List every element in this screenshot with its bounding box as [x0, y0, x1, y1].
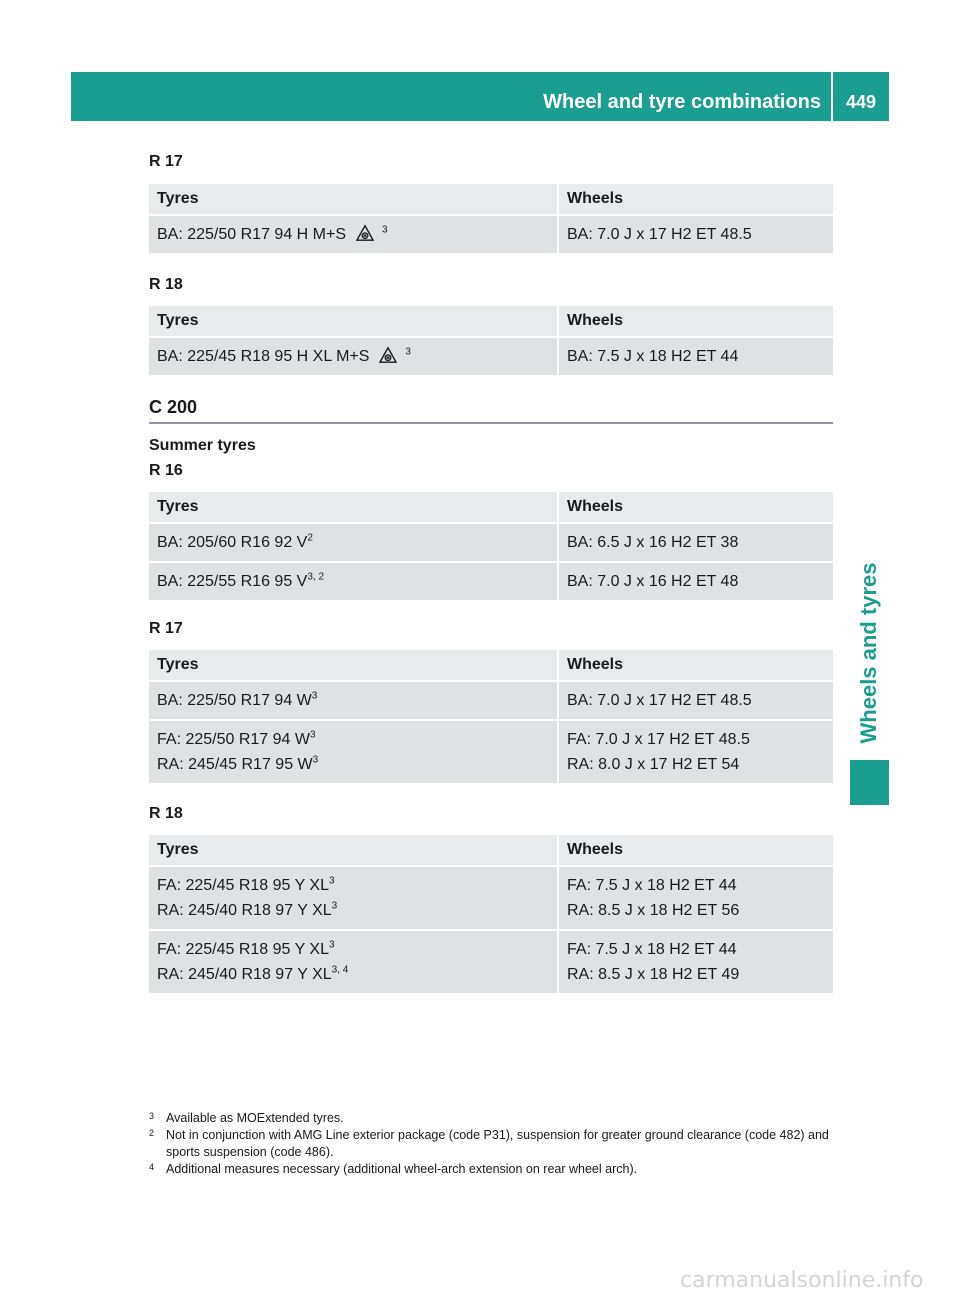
column-header-wheels: Wheels	[559, 492, 833, 524]
footnote-item	[149, 1110, 835, 1127]
table-header-row	[149, 184, 833, 216]
footnote-ref: 3	[405, 346, 411, 358]
tyre-table-r17-summer	[149, 650, 833, 785]
footnote-ref: 3	[311, 690, 318, 702]
table-header-row	[149, 306, 833, 338]
cell-text: RA: 8.5 J x 18 H2 ET 49	[567, 966, 740, 983]
tyre-table-r16	[149, 492, 833, 602]
cell-text: FA: 7.5 J x 18 H2 ET 44	[567, 877, 737, 894]
table-row	[149, 931, 833, 995]
block-heading-r18: R 18	[149, 276, 183, 293]
block-heading-r17: R 17	[149, 153, 183, 170]
cell-line	[567, 222, 825, 247]
cell-text: FA: 7.5 J x 18 H2 ET 44	[567, 941, 737, 958]
table-header-row	[149, 492, 833, 524]
tyre-cell	[149, 524, 559, 563]
section-subtitle: Summer tyres	[149, 437, 256, 454]
tyre-cell	[149, 338, 559, 377]
cell-text: RA: 8.0 J x 17 H2 ET 54	[567, 756, 740, 773]
block-heading-r18-summer: R 18	[149, 805, 183, 822]
column-header-tyres: Tyres	[149, 306, 559, 338]
footnote-ref: 2	[307, 532, 313, 544]
cell-text: BA: 7.5 J x 18 H2 ET 44	[567, 348, 739, 365]
table-header-row	[149, 835, 833, 867]
cell-text: RA: 245/40 R18 97 Y XL	[157, 966, 332, 983]
cell-line	[567, 727, 825, 752]
cell-text: RA: 245/45 R17 95 W	[157, 756, 313, 773]
table-header-row	[149, 650, 833, 682]
tyre-table-r18	[149, 306, 833, 377]
cell-line	[567, 688, 825, 713]
wheel-cell	[559, 524, 833, 563]
footnote-text: Not in conjunction with AMG Line exterior package (code P31), suspension for greater ground clearance (code 482) and sports suspension (code 486).	[166, 1128, 829, 1159]
page-number: 449	[845, 92, 877, 112]
footnote-ref: 3, 2	[307, 571, 325, 583]
block-heading-r17-summer: R 17	[149, 620, 183, 637]
table-row	[149, 524, 833, 563]
cell-line	[157, 222, 549, 247]
cell-text: BA: 225/50 R17 94 W	[157, 692, 312, 709]
footnote-item	[149, 1161, 835, 1178]
footnote-number: 3	[149, 1111, 155, 1121]
wheel-cell	[559, 682, 833, 721]
side-tab	[850, 545, 889, 760]
cell-line	[567, 569, 825, 594]
tyre-cell	[149, 682, 559, 721]
footnote-ref: 3	[309, 729, 316, 741]
footnote-number: 4	[149, 1162, 155, 1172]
column-header-tyres: Tyres	[149, 184, 559, 216]
footnote-ref: 3, 4	[331, 964, 349, 976]
wheel-cell	[559, 216, 833, 255]
cell-text: RA: 245/40 R18 97 Y XL	[157, 902, 332, 919]
footnote-ref: 3	[328, 939, 335, 951]
page-title: Wheel and tyre combinations	[543, 91, 821, 113]
wheel-cell	[559, 563, 833, 602]
footnote-ref: 3	[328, 875, 335, 887]
column-header-wheels: Wheels	[559, 306, 833, 338]
snowflake-mountain-icon	[356, 224, 374, 242]
table-row	[149, 867, 833, 931]
table-row	[149, 721, 833, 785]
side-tab-marker	[850, 760, 889, 805]
cell-text: FA: 225/50 R17 94 W	[157, 731, 310, 748]
cell-text: FA: 225/45 R18 95 Y XL	[157, 877, 329, 894]
cell-line	[157, 569, 549, 594]
cell-line	[567, 898, 825, 923]
tyre-table-r18-summer	[149, 835, 833, 995]
wheel-cell	[559, 931, 833, 995]
cell-line	[567, 530, 825, 555]
section-title: C 200	[149, 397, 198, 417]
table-row	[149, 216, 833, 255]
cell-text: FA: 7.0 J x 17 H2 ET 48.5	[567, 731, 750, 748]
table-row	[149, 682, 833, 721]
watermark: carmanualsonline.info	[680, 1268, 924, 1293]
cell-line	[567, 962, 825, 987]
column-header-tyres: Tyres	[149, 835, 559, 867]
cell-line	[157, 962, 549, 987]
footnote-number: 2	[149, 1128, 155, 1138]
cell-line	[157, 937, 549, 962]
cell-text: BA: 225/55 R16 95 V	[157, 573, 308, 590]
footnote-text: Additional measures necessary (additional wheel-arch extension on rear wheel arch).	[166, 1162, 638, 1176]
snowflake-mountain-icon	[379, 346, 397, 364]
wheel-cell	[559, 338, 833, 377]
cell-text: BA: 7.0 J x 17 H2 ET 48.5	[567, 226, 752, 243]
cell-text: BA: 225/45 R18 95 H XL M+S	[157, 348, 370, 365]
cell-line	[157, 898, 549, 923]
table-row	[149, 563, 833, 602]
cell-text: BA: 6.5 J x 16 H2 ET 38	[567, 534, 739, 551]
block-heading-r16: R 16	[149, 462, 183, 479]
column-header-wheels: Wheels	[559, 835, 833, 867]
side-tab-label: Wheels and tyres	[856, 562, 881, 744]
tyre-cell	[149, 216, 559, 255]
cell-line	[567, 937, 825, 962]
cell-text: BA: 7.0 J x 16 H2 ET 48	[567, 573, 739, 590]
cell-line	[157, 688, 549, 713]
cell-line	[567, 344, 825, 369]
tyre-cell	[149, 931, 559, 995]
footnote-ref: 3	[331, 900, 338, 912]
section-rule	[149, 422, 833, 424]
tyre-cell	[149, 721, 559, 785]
cell-line	[157, 530, 549, 555]
footnotes	[149, 1110, 835, 1178]
tyre-cell	[149, 563, 559, 602]
cell-text: RA: 8.5 J x 18 H2 ET 56	[567, 902, 740, 919]
cell-line	[567, 873, 825, 898]
cell-line	[157, 727, 549, 752]
page-header	[71, 72, 889, 121]
cell-line	[157, 873, 549, 898]
footnote-ref: 3	[312, 754, 319, 766]
cell-line	[157, 344, 549, 369]
cell-line	[157, 752, 549, 777]
cell-line	[567, 752, 825, 777]
column-header-tyres: Tyres	[149, 650, 559, 682]
tyre-cell	[149, 867, 559, 931]
table-row	[149, 338, 833, 377]
footnote-text: Available as MOExtended tyres.	[166, 1111, 344, 1125]
column-header-wheels: Wheels	[559, 184, 833, 216]
cell-text: BA: 205/60 R16 92 V	[157, 534, 308, 551]
cell-text: FA: 225/45 R18 95 Y XL	[157, 941, 329, 958]
footnote-ref: 3	[382, 224, 388, 236]
column-header-tyres: Tyres	[149, 492, 559, 524]
column-header-wheels: Wheels	[559, 650, 833, 682]
tyre-table-r17	[149, 184, 833, 255]
cell-text: BA: 225/50 R17 94 H M+S	[157, 226, 346, 243]
wheel-cell	[559, 721, 833, 785]
wheel-cell	[559, 867, 833, 931]
cell-text: BA: 7.0 J x 17 H2 ET 48.5	[567, 692, 752, 709]
footnote-item	[149, 1127, 835, 1161]
